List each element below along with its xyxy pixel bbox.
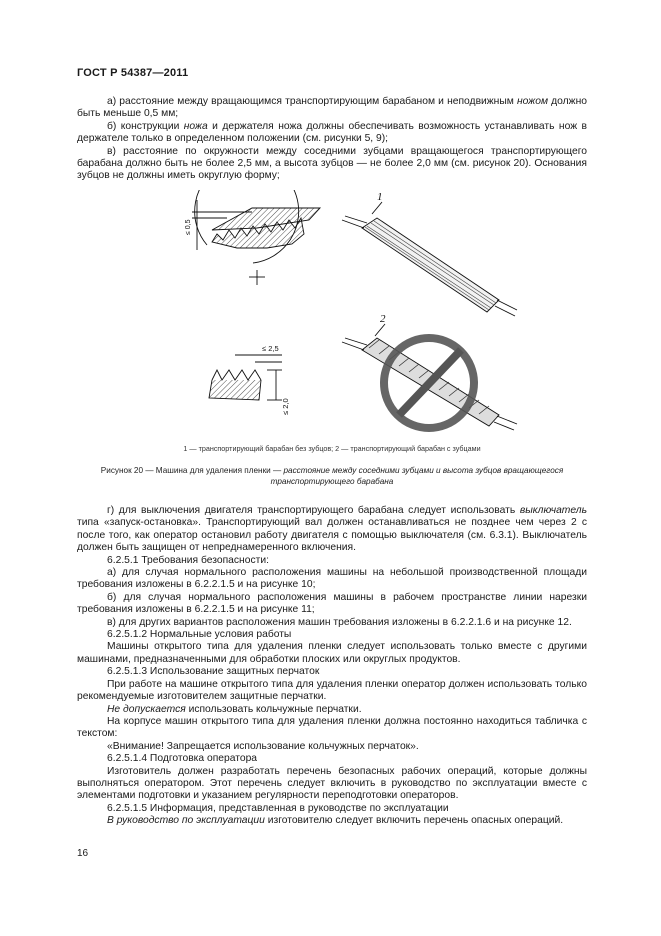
item-v: в) расстояние по окружности между соседними зубцами вращающегося транспортирующего барабана должно быть не более 2,5 мм, а высота зубцов — не более 2,0 мм (см. рисунок 20). Основания зубцов не должны иметь округлую форму; bbox=[77, 145, 587, 182]
dim-20-label: ≤ 2,0 bbox=[281, 398, 290, 415]
section-6-2-5-1-a: а) для случая нормального расположения машины на небольшой производственной площади требования изложены в 6.2.2.1.5 и на рисунке 10; bbox=[77, 567, 587, 591]
item-a bbox=[77, 96, 587, 121]
section-6-2-5-1-2-text: Машины открытого типа для удаления пленки следует использовать только вместе с другими машинами, предназначенными для обработки плоских или округлых продуктов. bbox=[77, 641, 587, 665]
document-header: ГОСТ Р 54387—2011 bbox=[77, 67, 189, 79]
item-a-text-end: должно быть меньше 0,5 мм; bbox=[77, 96, 587, 120]
dim-25-label: ≤ 2,5 bbox=[262, 344, 279, 353]
section-6-2-5-1-v: в) для других вариантов расположения машин требования изложены в 6.2.2.1.6 и на рисунке 12. bbox=[107, 616, 572, 628]
section-6-2-5-1-b: б) для случая нормального расположения машины в рабочем пространстве линии нарезки требования изложены в 6.2.2.1.5 и на рисунке 11; bbox=[77, 591, 587, 616]
body-text bbox=[77, 505, 587, 828]
item-b-keyword: ножа bbox=[183, 120, 208, 132]
label-2: 2 bbox=[380, 313, 386, 325]
note-text: использовать кольчужные перчатки. bbox=[185, 703, 362, 715]
section-6-2-5-1: 6.2.5.1 Требования безопасности: bbox=[107, 554, 269, 566]
manual-emphasis: В руководство по эксплуатации bbox=[107, 815, 265, 827]
note-emphasis: Не допускается bbox=[107, 703, 186, 715]
section-6-2-5-1-2: 6.2.5.1.2 Нормальные условия работы bbox=[107, 629, 292, 641]
section-6-2-5-1-3-note bbox=[77, 704, 587, 716]
caption-italic: расстояние между соседними зубцами и высота зубцов вращающегося транспортирующего барабана bbox=[270, 466, 564, 486]
figure-caption bbox=[77, 465, 587, 487]
dim-05-label: ≤ 0,5 bbox=[185, 219, 192, 235]
item-g-text-end: типа «запуск-остановка». Транспортирующий вал должен останавливаться не позднее чем через 2 с после того, как оператор остановил работу двигателя с помощью выключателя (см. 6.3.1). Выключатель должен быть защищен от непреднамеренного включения. bbox=[77, 517, 587, 554]
section-6-2-5-1-4: 6.2.5.1.4 Подготовка оператора bbox=[107, 753, 258, 765]
drum-without-teeth bbox=[342, 202, 517, 316]
drum-with-teeth bbox=[342, 324, 517, 430]
section-6-2-5-1-3: 6.2.5.1.3 Использование защитных перчаток bbox=[107, 666, 320, 678]
figure-20 bbox=[77, 190, 587, 440]
figure-legend: 1 — транспортирующий барабан без зубцов; 2 — транспортирующий барабан с зубцами bbox=[183, 444, 481, 453]
section-6-2-5-1-5-text bbox=[77, 815, 587, 827]
item-a-text: а) расстояние между вращающимся транспортирующим барабаном и неподвижным bbox=[107, 96, 517, 107]
section-6-2-5-1-3-text: При работе на машине открытого типа для удаления пленки оператор должен использовать только рекомендуемые изготовителем защитные перчатки. bbox=[77, 678, 587, 703]
section-6-2-5-1-4-text: Изготовитель должен разработать перечень безопасных рабочих операций, которые должны выполняться оператором. Этот перечень следует включить в руководство по эксплуатации вместе с элементами подготовки и указанием регулярности переподготовки операторов. bbox=[77, 765, 587, 802]
item-a-keyword: ножом bbox=[516, 96, 549, 107]
section-6-2-5-1-5: 6.2.5.1.5 Информация, представленная в руководстве по эксплуатации bbox=[107, 802, 449, 814]
warning-quote: «Внимание! Запрещается использование кольчужных перчаток». bbox=[107, 740, 419, 752]
item-b-text: б) конструкции bbox=[107, 120, 184, 132]
page-number: 16 bbox=[77, 848, 89, 859]
section-6-2-5-1-3-text2: На корпусе машин открытого типа для удаления пленки должна постоянно находиться табличка с текстом: bbox=[77, 715, 587, 740]
drum-section-drawing bbox=[192, 190, 320, 400]
label-1: 1 bbox=[377, 191, 383, 203]
item-b bbox=[77, 121, 587, 146]
manual-text: изготовителю следует включить перечень опасных операций. bbox=[264, 815, 564, 827]
item-b-text-end: и держателя ножа должны обеспечивать возможность устанавливать нож в держателе только в определенном положении (см. рисунки 5, 9); bbox=[77, 120, 587, 145]
item-g-keyword: выключатель bbox=[519, 505, 587, 516]
item-g-text: г) для выключения двигателя транспортирующего барабана следует использовать bbox=[107, 505, 520, 516]
caption-main: Рисунок 20 — Машина для удаления пленки — bbox=[100, 466, 284, 475]
item-g bbox=[77, 505, 587, 555]
top-list bbox=[77, 96, 587, 183]
